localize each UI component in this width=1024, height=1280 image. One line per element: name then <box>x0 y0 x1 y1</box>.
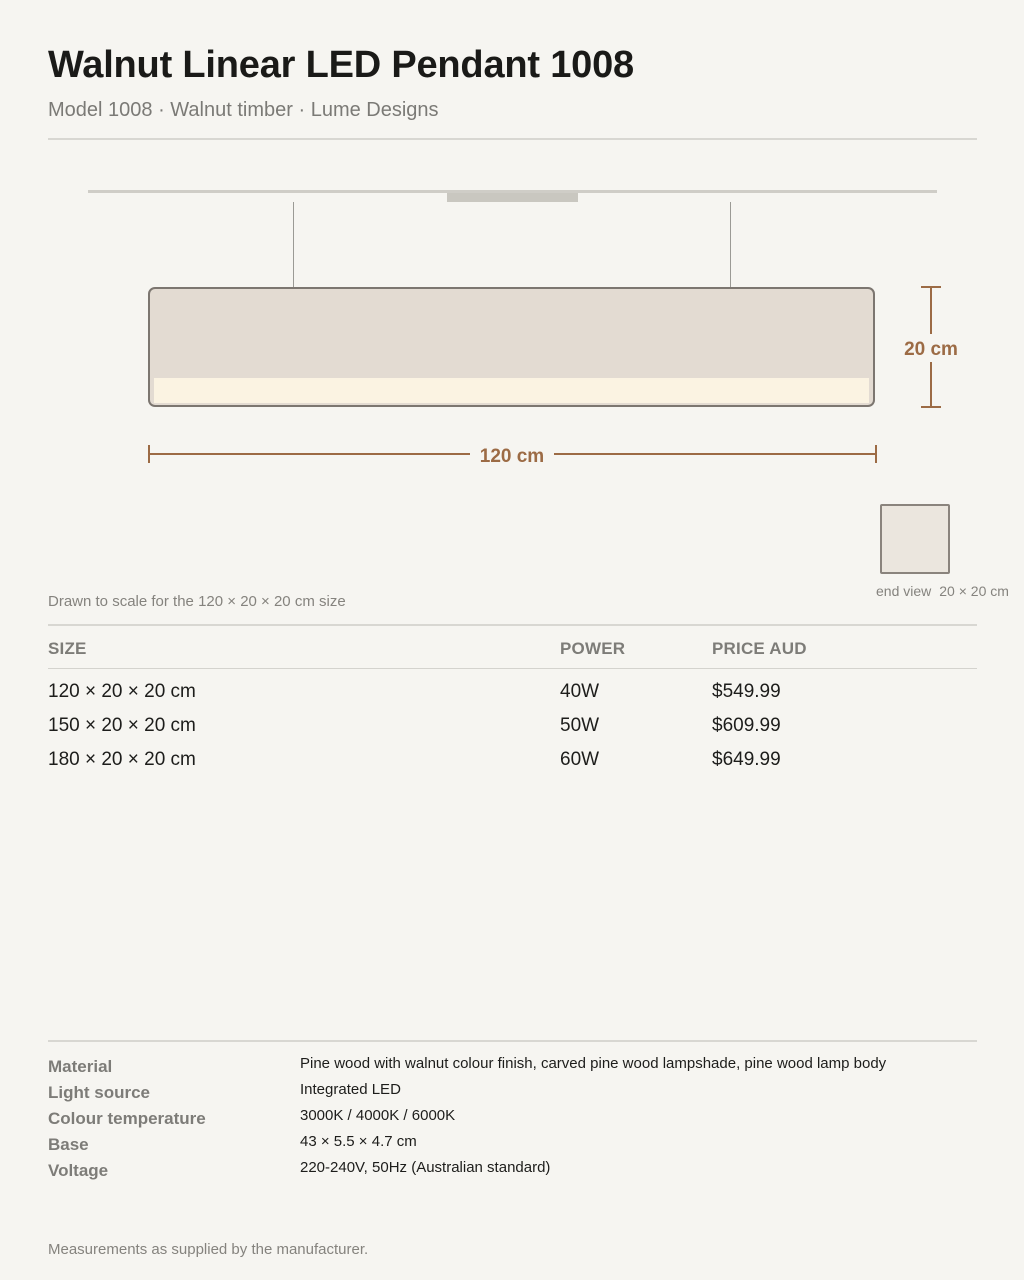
row-price: $649.99 <box>712 749 781 770</box>
height-dimension-tick-bottom <box>921 406 941 408</box>
led-diffuser <box>154 378 869 403</box>
height-dimension-line-top <box>930 287 932 334</box>
row-size: 120 × 20 × 20 cm <box>48 681 196 702</box>
spec-label: Colour temperature <box>48 1109 206 1128</box>
row-size: 150 × 20 × 20 cm <box>48 715 196 736</box>
scale-note: Drawn to scale for the 120 × 20 × 20 cm size <box>48 593 346 610</box>
end-view-label: end view <box>876 583 932 599</box>
lamp-body <box>148 287 875 407</box>
header-divider <box>48 138 977 140</box>
table-header-divider <box>48 668 977 669</box>
row-power: 40W <box>560 681 600 702</box>
page-title: Walnut Linear LED Pendant 1008 <box>48 44 634 86</box>
spec-value: 3000K / 4000K / 6000K <box>300 1107 456 1124</box>
height-dimension-line-bottom <box>930 362 932 407</box>
spec-label: Light source <box>48 1083 151 1102</box>
end-view-caption <box>876 583 1009 599</box>
width-dimension-line-right <box>554 453 877 455</box>
spec-value: 43 × 5.5 × 4.7 cm <box>300 1133 417 1150</box>
row-price: $549.99 <box>712 681 781 702</box>
column-header-size: SIZE <box>48 639 87 658</box>
width-dimension-line-left <box>148 453 470 455</box>
specs-divider <box>48 1040 977 1042</box>
width-dimension-label: 120 cm <box>479 446 545 467</box>
row-power: 50W <box>560 715 600 736</box>
height-dimension-label: 20 cm <box>904 339 958 360</box>
row-size: 180 × 20 × 20 cm <box>48 749 196 770</box>
spec-label: Voltage <box>48 1161 109 1180</box>
row-power: 60W <box>560 749 600 770</box>
width-dimension-tick-right <box>875 445 877 463</box>
spec-value: Integrated LED <box>300 1081 401 1098</box>
column-header-power: POWER <box>560 639 626 658</box>
suspension-cable-right <box>730 202 731 288</box>
suspension-cable-left <box>293 202 294 288</box>
end-view-square <box>880 504 950 574</box>
spec-value: Pine wood with walnut colour finish, carved pine wood lampshade, pine wood lamp body <box>300 1055 887 1072</box>
row-price: $609.99 <box>712 715 781 736</box>
page-subtitle: Model 1008 · Walnut timber · Lume Designs <box>48 99 439 121</box>
table-top-divider <box>48 624 977 626</box>
spec-label: Material <box>48 1057 113 1076</box>
end-view-size: 20 × 20 cm <box>939 583 1009 599</box>
ceiling-canopy <box>447 193 578 202</box>
spec-value: 220-240V, 50Hz (Australian standard) <box>300 1159 551 1176</box>
footer-note: Measurements as supplied by the manufacturer. <box>48 1241 369 1258</box>
spec-label: Base <box>48 1135 89 1154</box>
column-header-price: PRICE AUD <box>712 639 807 658</box>
